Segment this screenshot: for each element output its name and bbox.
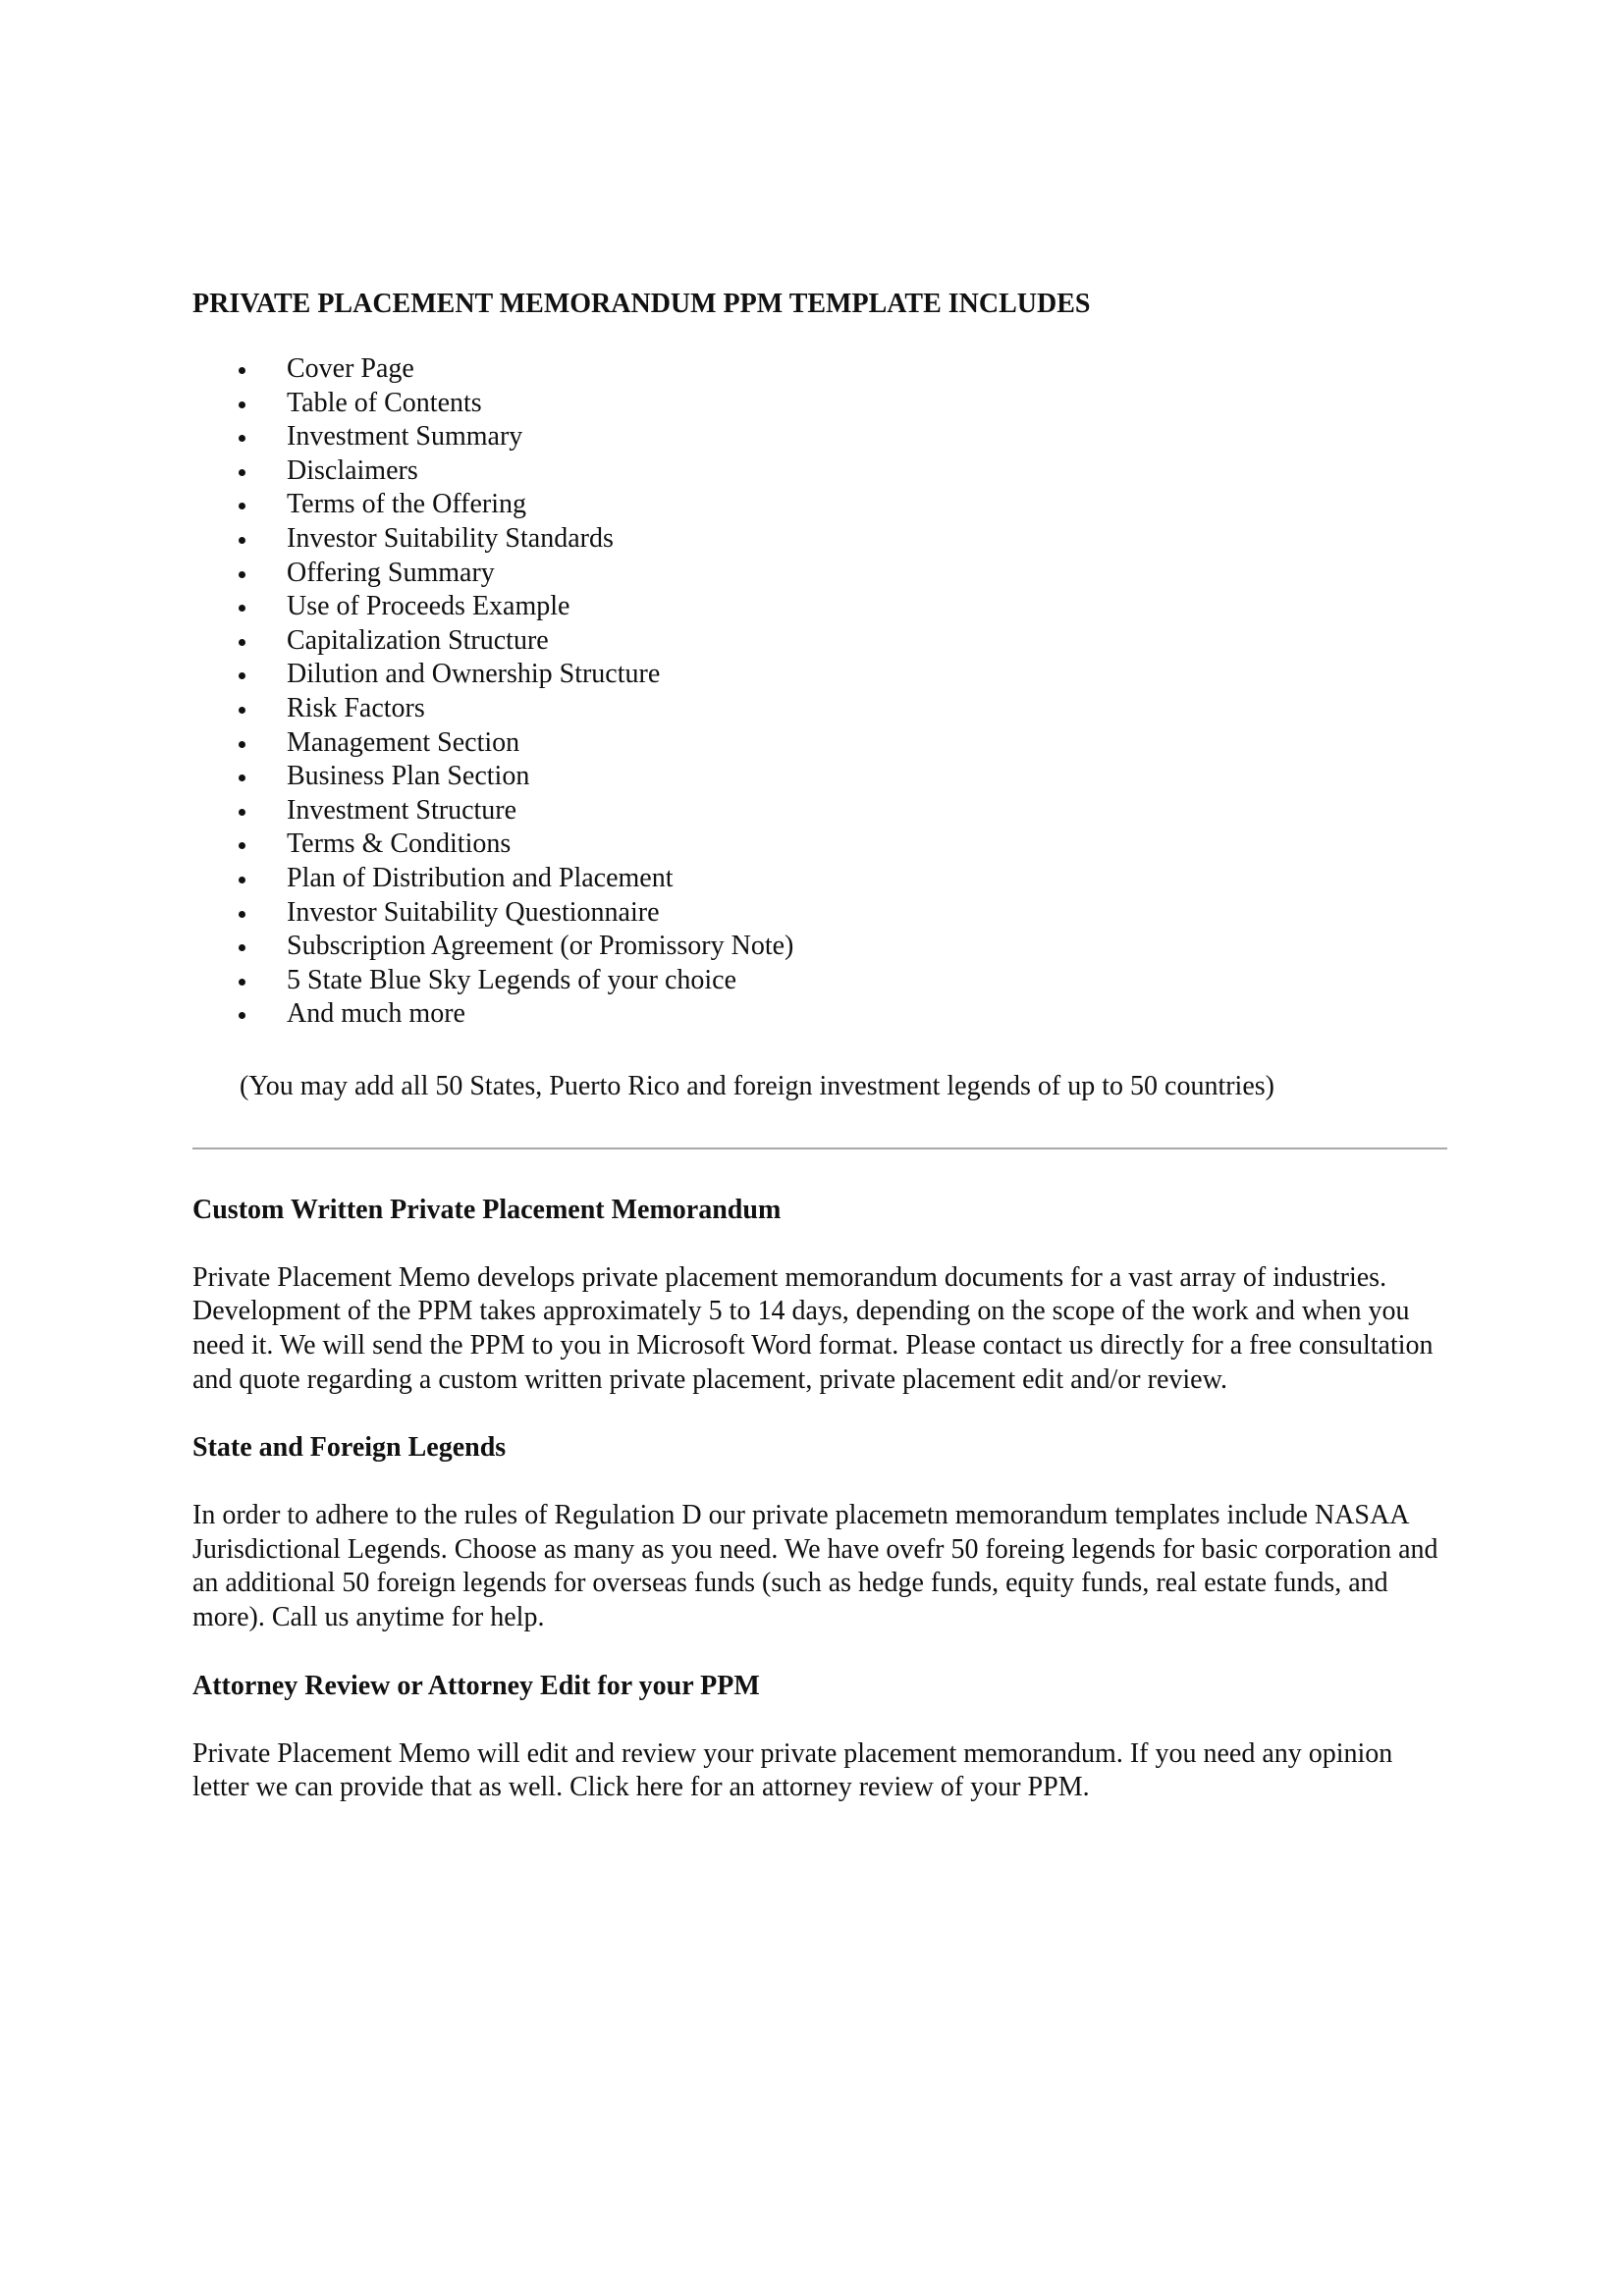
list-item-label: 5 State Blue Sky Legends of your choice [287, 964, 737, 995]
list-item [239, 557, 1447, 591]
list-item-label: Terms of the Offering [287, 489, 527, 520]
list-item [239, 522, 1447, 557]
section-paragraph-attorney-review: Private Placement Memo will edit and review your private placement memorandum. If you need any opinion letter we can provide that as well. Click here for an attorney review of your PPM. [192, 1737, 1393, 1803]
list-item-label: Plan of Distribution and Placement [287, 862, 674, 893]
bullet-icon [239, 672, 245, 679]
list-item [239, 760, 1447, 794]
list-item [239, 930, 1447, 964]
list-item-label: Investor Suitability Questionnaire [287, 896, 660, 928]
includes-list [192, 352, 1447, 1032]
list-item-label: And much more [287, 998, 465, 1030]
bullet-icon [239, 639, 245, 646]
bullet-icon [239, 944, 245, 951]
list-item [239, 387, 1447, 421]
list-item-label: Business Plan Section [287, 761, 530, 792]
bullet-icon [239, 877, 245, 883]
bullet-icon [239, 979, 245, 986]
bullet-icon [239, 741, 245, 748]
list-item-label: Capitalization Structure [287, 624, 549, 656]
list-item [239, 420, 1447, 454]
bullet-icon [239, 401, 245, 408]
bullet-icon [239, 774, 245, 781]
list-item [239, 964, 1447, 998]
bullet-icon [239, 911, 245, 918]
list-item-label: Table of Contents [287, 387, 482, 418]
section-heading-custom-written: Custom Written Private Placement Memorandum [192, 1194, 782, 1225]
list-item [239, 692, 1447, 726]
list-item [239, 352, 1447, 387]
list-item-label: Management Section [287, 726, 520, 758]
list-item-label: Risk Factors [287, 692, 425, 723]
list-item [239, 454, 1447, 489]
bullet-icon [239, 842, 245, 849]
page-title: PRIVATE PLACEMENT MEMORANDUM PPM TEMPLATE INCLUDES [192, 289, 1091, 319]
list-note: (You may add all 50 States, Puerto Rico and foreign investment legends of up to 50 countries) [240, 1070, 1274, 1101]
bullet-icon [239, 605, 245, 612]
list-item-label: Investment Summary [287, 421, 523, 453]
list-item [239, 624, 1447, 659]
list-item [239, 590, 1447, 624]
bullet-icon [239, 469, 245, 476]
list-item [239, 997, 1447, 1032]
list-item-label: Offering Summary [287, 557, 495, 588]
list-item [239, 896, 1447, 931]
document-content [192, 287, 1447, 1805]
list-item [239, 862, 1447, 896]
list-item [239, 828, 1447, 862]
list-item-label: Disclaimers [287, 454, 418, 486]
list-item-label: Use of Proceeds Example [287, 591, 570, 622]
bullet-icon [239, 1012, 245, 1019]
bullet-icon [239, 367, 245, 374]
section-paragraph-custom-written: Private Placement Memo develops private placement memorandum documents for a vast array of industries. Development of the PPM takes approximately 5 to 14 days, depending on the scope of the work and when you need it. We will send the PPM to you in Microsoft Word format. Please contact us directly for a free consultation and quote regarding a custom written private placement, private placement edit and/or review. [192, 1261, 1434, 1395]
list-item-label: Cover Page [287, 353, 414, 384]
list-item [239, 726, 1447, 761]
list-item-label: Investor Suitability Standards [287, 522, 614, 554]
list-item [239, 794, 1447, 828]
list-item [239, 488, 1447, 522]
bullet-icon [239, 571, 245, 578]
section-paragraph-legends: In order to adhere to the rules of Regulation D our private placemetn memorandum templates include NASAA Jurisdictional Legends. Choose as many as you need. We have ovefr 50 foreing legends for basic corporation and an additional 50 foreign legends for overseas funds (such as hedge funds, equity funds, real estate funds, and more). Call us anytime for help. [192, 1500, 1438, 1633]
section-divider [192, 1148, 1447, 1149]
bullet-icon [239, 503, 245, 509]
section-heading-attorney-review: Attorney Review or Attorney Edit for your PPM [192, 1670, 760, 1701]
list-item-label: Investment Structure [287, 794, 517, 826]
list-item-label: Subscription Agreement (or Promissory Note) [287, 931, 794, 962]
bullet-icon [239, 707, 245, 714]
bullet-icon [239, 435, 245, 442]
list-item-label: Terms & Conditions [287, 828, 512, 860]
bullet-icon [239, 537, 245, 544]
bullet-icon [239, 809, 245, 816]
list-item [239, 658, 1447, 692]
list-item-label: Dilution and Ownership Structure [287, 659, 661, 690]
section-heading-legends: State and Foreign Legends [192, 1432, 507, 1464]
